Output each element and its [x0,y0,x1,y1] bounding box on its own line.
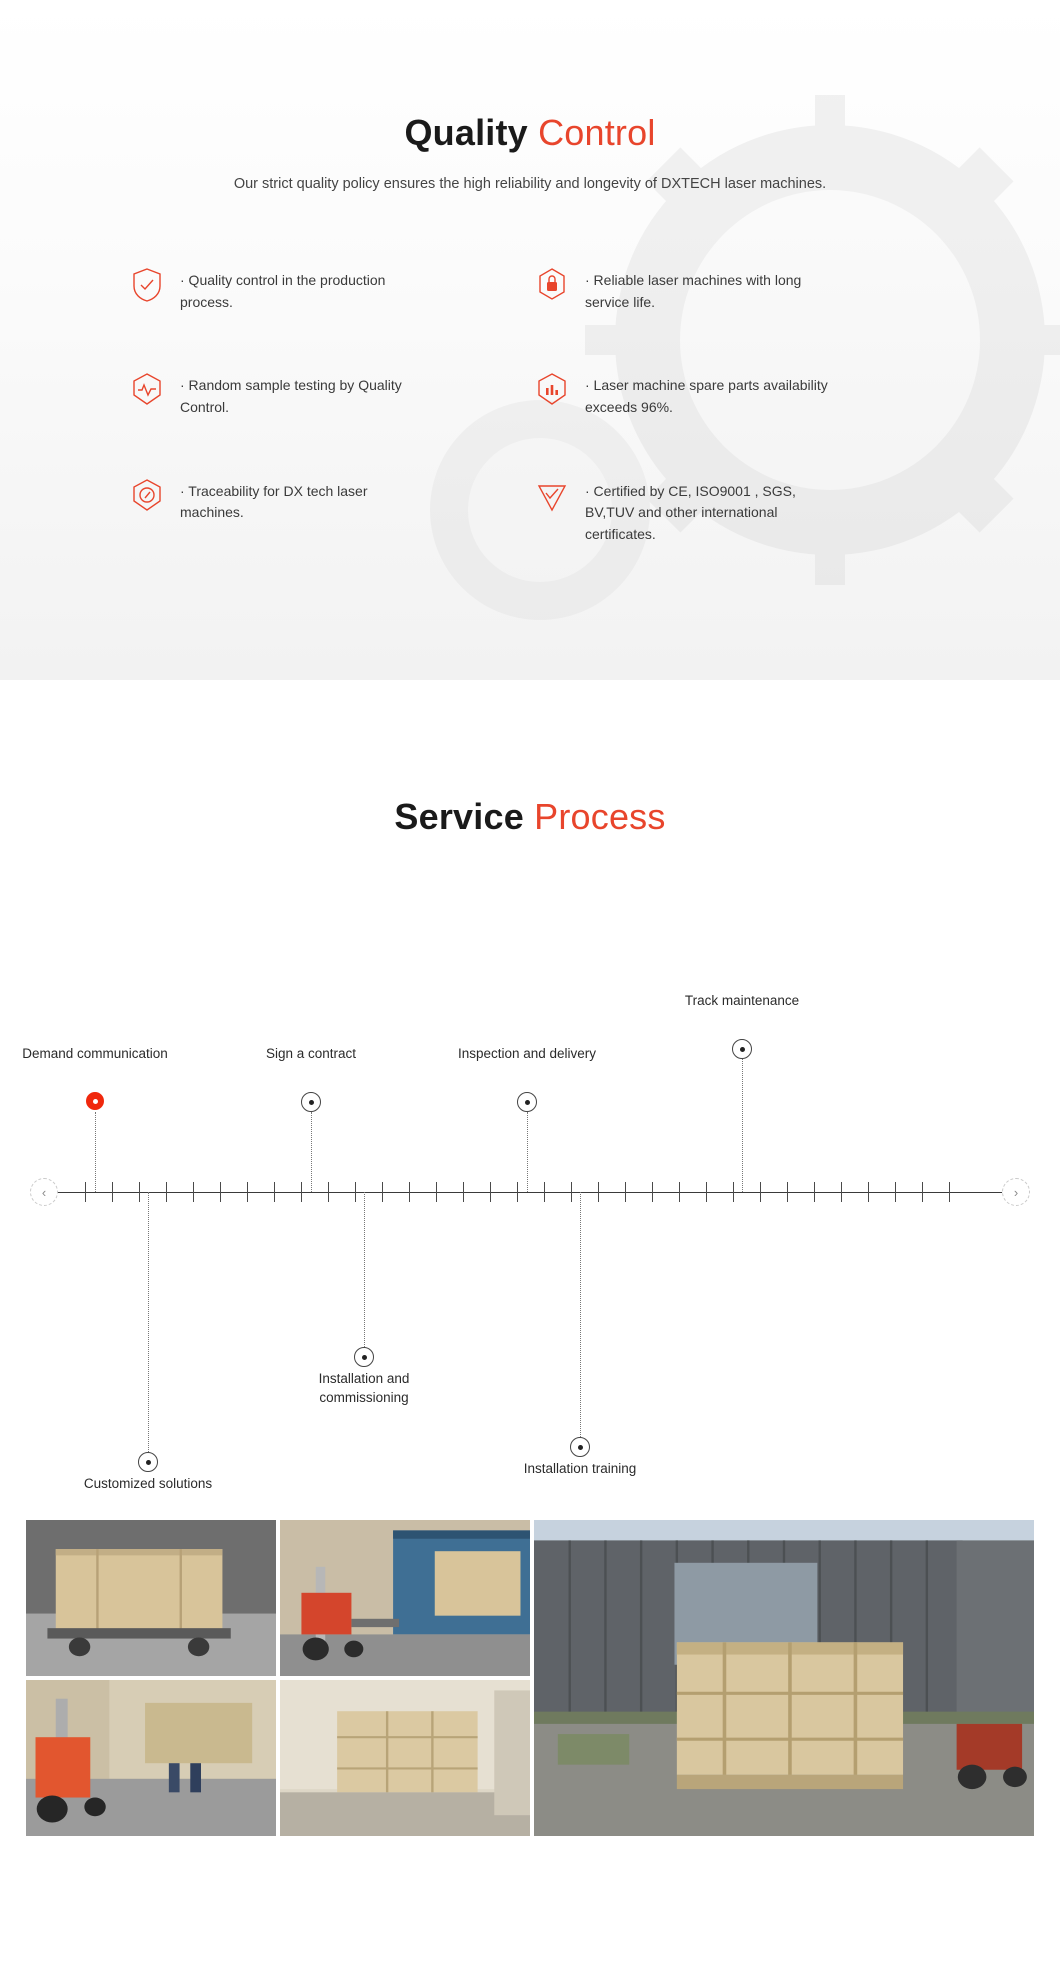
timeline-tick [787,1182,788,1202]
timeline-tick [922,1182,923,1202]
feature-item [535,270,930,313]
timeline-step-label: Installation training [523,1461,637,1476]
timeline-tick [139,1182,140,1202]
timeline-tick [760,1182,761,1202]
timeline-tick [355,1182,356,1202]
timeline-tick [220,1182,221,1202]
timeline-step-dot[interactable] [732,1039,752,1059]
feature-label: · Quality control in the production process. [180,272,386,310]
quality-title [0,0,1060,154]
timeline-tick [706,1182,707,1202]
feature-item [535,375,930,418]
timeline-tick [85,1182,86,1202]
pulse-icon [130,371,164,409]
timeline-step-dot[interactable] [138,1452,158,1472]
timeline-tick [112,1182,113,1202]
feature-label: · Random sample testing by Quality Control. [180,377,402,416]
timeline-step-label: Inspection and delivery [457,1046,597,1061]
timeline-step-label: Sign a contract [265,1046,357,1061]
timeline-prev-button[interactable]: ‹ [30,1178,58,1206]
forklift-with-crate-photo [26,1680,276,1836]
quality-title-accent: Control [538,112,656,153]
quality-subtitle: Our strict quality policy ensures the high reliability and longevity of DXTECH laser machines. [233,176,827,192]
timeline-tick [625,1182,626,1202]
gauge-icon [130,477,164,515]
timeline-connector [311,1112,312,1192]
quality-control-section [0,0,1060,680]
service-title-dark: Service [394,796,535,837]
timeline-step-dot[interactable] [86,1092,104,1110]
timeline-next-button[interactable]: › [1002,1178,1030,1206]
timeline-tick [571,1182,572,1202]
timeline-tick [679,1182,680,1202]
timeline-tick [733,1182,734,1202]
timeline-tick [841,1182,842,1202]
timeline-tick [409,1182,410,1202]
timeline-tick [544,1182,545,1202]
timeline-tick [328,1182,329,1202]
timeline-tick [247,1182,248,1202]
timeline-tick [895,1182,896,1202]
timeline-step-dot[interactable] [354,1347,374,1367]
timeline-tick [814,1182,815,1202]
feature-label: · Laser machine spare parts availability exceeds 96%. [585,377,828,416]
timeline-tick [193,1182,194,1202]
timeline-tick [463,1182,464,1202]
timeline-step-label: Customized solutions [83,1476,213,1491]
timeline-tick [436,1182,437,1202]
service-timeline [0,934,1060,1491]
timeline-step-dot[interactable] [301,1092,321,1112]
timeline-tick [652,1182,653,1202]
timeline-tick [274,1182,275,1202]
feature-item [130,375,525,418]
feature-item [130,270,525,313]
quality-title-dark: Quality [404,112,539,153]
shield-check-icon [130,266,164,304]
shipping-photo-gallery [26,1520,1034,1836]
timeline-tick [301,1182,302,1202]
timeline-connector [95,1112,96,1192]
timeline-tick [868,1182,869,1202]
feature-label: · Certified by CE, ISO9001 , SGS, BV,TUV and other international certificates. [585,482,796,543]
crate-on-truck-photo [26,1520,276,1676]
timeline-tick [517,1182,518,1202]
quality-feature-list [130,270,930,546]
timeline-tick [598,1182,599,1202]
service-title-accent: Process [534,796,666,837]
lock-icon [535,266,569,304]
timeline-step-dot[interactable] [570,1437,590,1457]
timeline-connector [364,1192,365,1347]
large-wooden-crate-outside-factory-photo [534,1520,1034,1836]
timeline-tick [949,1182,950,1202]
feature-label: · Traceability for DX tech laser machines. [180,482,368,521]
crate-in-container-photo [280,1680,530,1836]
timeline-connector [148,1192,149,1452]
forklift-loading-container-photo [280,1520,530,1676]
service-process-section [0,680,1060,1520]
diamond-check-icon [535,477,569,515]
timeline-step-dot[interactable] [517,1092,537,1112]
bar-chart-icon [535,371,569,409]
timeline-step-label: Track maintenance [684,993,800,1008]
timeline-step-label: Demand communication [22,1046,168,1061]
timeline-tick [382,1182,383,1202]
feature-item [130,481,525,546]
timeline-connector [527,1112,528,1192]
timeline-tick [166,1182,167,1202]
timeline-axis [55,1192,1005,1193]
feature-label: · Reliable laser machines with long service life. [585,272,802,310]
service-title [0,796,1060,838]
timeline-tick [490,1182,491,1202]
timeline-connector [742,1059,743,1192]
feature-item [535,481,930,546]
timeline-connector [580,1192,581,1437]
timeline-step-label: Installation and commissioning [318,1371,410,1406]
